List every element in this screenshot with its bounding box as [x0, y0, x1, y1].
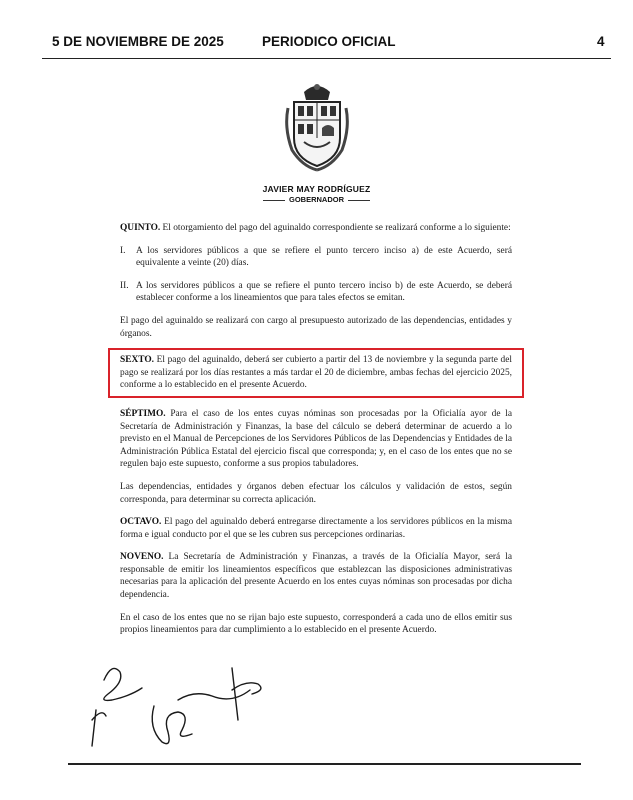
signatory-name: JAVIER MAY RODRÍGUEZ: [262, 184, 371, 194]
list-item-text: A los servidores públicos a que se refiere el punto tercero inciso a) de este Acuerdo, será equivalente a veinte (20) días.: [136, 245, 512, 269]
article-text: El otorgamiento del pago del aguinaldo correspondiente se realizará conforme a lo siguiente:: [162, 223, 511, 233]
article-septimo-followup: Las dependencias, entidades y órganos deben efectuar los cálculos y validación de estos, según corresponda, para determinar su correcta aplicación.: [120, 481, 512, 505]
article-heading: QUINTO.: [120, 223, 161, 233]
header-rule: [42, 58, 611, 59]
signatory-title: GOBERNADOR: [288, 195, 344, 204]
document-body: [120, 222, 512, 647]
article-text: El pago del aguinaldo, deberá ser cubierto a partir del 13 de noviembre y la segunda parte del pago se realizará por los días restantes a más tardar el 20 de diciembre, ambas fechas del ejercicio 2025, conforme a lo establecido en el presente Acuerdo.: [120, 355, 512, 391]
gazette-title: PERIODICO OFICIAL: [262, 34, 396, 49]
article-noveno-followup: En el caso de los entes que no se rijan bajo este supuesto, corresponderá a cada uno de ellos emitir sus propios lineamientos para dar cumplimiento a lo establecido en el presente Acuerdo.: [120, 612, 512, 636]
highlighted-article-sexto: [108, 348, 524, 398]
article-heading: SÉPTIMO.: [120, 408, 166, 419]
list-item-number: II.: [120, 280, 129, 291]
page-header: [0, 0, 633, 56]
article-heading: OCTAVO.: [120, 517, 162, 528]
handwritten-signature: [82, 650, 322, 760]
state-coat-of-arms-icon: [282, 78, 352, 174]
title-dash-left: [263, 200, 285, 201]
list-item: [120, 280, 512, 305]
footer-rule: [68, 763, 581, 765]
title-dash-right: [348, 200, 370, 201]
article-sexto: [120, 354, 512, 392]
list-item-text: A los servidores públicos a que se refiere el punto tercero inciso b) de este Acuerdo, se deberá establecer conforme a los lineamientos que para tales efectos se emitan.: [136, 280, 512, 304]
publication-date: 5 DE NOVIEMBRE DE 2025: [52, 34, 224, 49]
article-heading: SEXTO.: [120, 355, 154, 366]
list-item-number: I.: [120, 245, 126, 256]
list-item: [120, 245, 512, 270]
article-octavo: [120, 516, 512, 541]
article-text: El pago del aguinaldo deberá entregarse directamente a los servidores públicos en la misma forma e igual conducto por el que se les cubren sus percepciones ordinarias.: [120, 517, 513, 540]
signatory-title-row: [0, 195, 633, 204]
article-text: La Secretaría de Administración y Finanzas, a través de la Oficialía Mayor, será la responsable de emitir los lineamientos específicos que establezcan las disposiciones administrativas necesarias para la aplicación del presente Acuerdo en los entes cuyas nóminas son procesadas por dicha dependencia.: [120, 552, 512, 601]
article-septimo: [120, 408, 512, 471]
article-quinto-closing: El pago del aguinaldo se realizará con cargo al presupuesto autorizado de las dependencias, entidades y órganos.: [120, 315, 512, 339]
article-noveno: [120, 551, 512, 601]
article-text: Para el caso de los entes cuyas nóminas son procesadas por la Oficialía ayor de la Secretaría de Administración y Finanzas, la base del cálculo se deberá determinar de acuerdo a lo previsto en el Manual de Percepciones de los Servidores Públicos de las Dependencias y Entidades de la Administración Pública Estatal del ejercicio fiscal que corresponda; y, en el caso de los entes que no se regulen bajo este supuesto, conforme a sus propios tabuladores.: [120, 408, 512, 470]
article-quinto: [120, 222, 512, 235]
page-number: 4: [597, 34, 605, 49]
article-heading: NOVENO.: [120, 552, 164, 563]
